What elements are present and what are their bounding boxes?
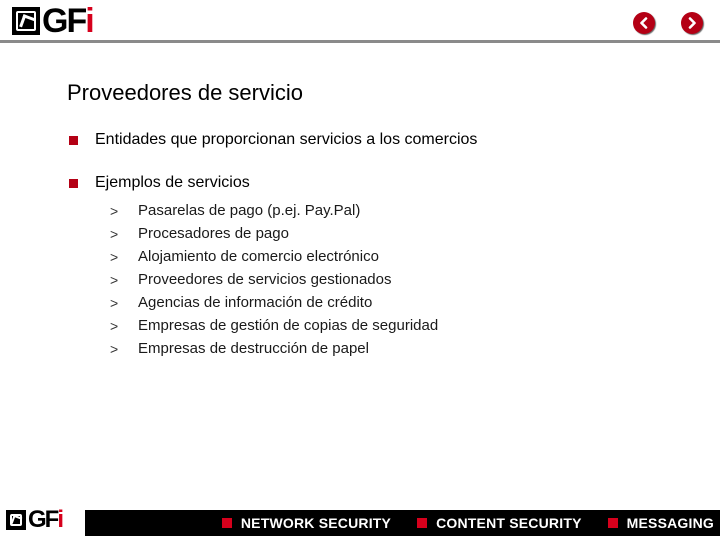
arrow-marker-icon: > bbox=[110, 340, 119, 357]
arrow-marker-icon: > bbox=[110, 202, 119, 219]
arrow-marker-icon: > bbox=[110, 225, 119, 242]
gfi-logo-mark-icon bbox=[12, 7, 40, 35]
red-square-icon bbox=[608, 518, 618, 528]
sublist-item-text: Pasarelas de pago (p.ej. Pay.Pal) bbox=[138, 202, 361, 219]
slide-title: Proveedores de servicio bbox=[67, 80, 304, 105]
chevron-right-icon bbox=[686, 17, 698, 29]
red-square-icon bbox=[417, 518, 427, 528]
bullet-item bbox=[69, 174, 250, 192]
next-slide-button[interactable] bbox=[681, 12, 703, 34]
sublist-item bbox=[110, 222, 438, 245]
sublist-item bbox=[110, 245, 438, 268]
previous-slide-button[interactable] bbox=[633, 12, 655, 34]
bullet-square-icon bbox=[69, 179, 78, 188]
sublist-item bbox=[110, 268, 438, 291]
sublist-item bbox=[110, 291, 438, 314]
footer-item-label: CONTENT SECURITY bbox=[436, 515, 582, 531]
red-square-icon bbox=[222, 518, 232, 528]
footer-item-network-security bbox=[222, 515, 391, 531]
sublist-item bbox=[110, 199, 438, 222]
sublist-item-text: Alojamiento de comercio electrónico bbox=[138, 248, 379, 265]
sublist-item bbox=[110, 337, 438, 360]
gfi-logo bbox=[12, 2, 93, 40]
sublist-item-text: Empresas de gestión de copias de seguridad bbox=[138, 317, 439, 334]
footer-bar bbox=[85, 510, 720, 536]
chevron-left-icon bbox=[638, 17, 650, 29]
footer-gfi-logo bbox=[6, 506, 62, 533]
arrow-marker-icon: > bbox=[110, 248, 119, 265]
arrow-marker-icon: > bbox=[110, 317, 119, 334]
footer-item-content-security bbox=[417, 515, 582, 531]
sublist-item-text: Agencias de información de crédito bbox=[138, 294, 373, 311]
arrow-marker-icon: > bbox=[110, 294, 119, 311]
gfi-logo-text: GFi bbox=[42, 2, 93, 40]
sublist-item-text: Empresas de destrucción de papel bbox=[138, 340, 369, 357]
footer-item-messaging bbox=[608, 515, 714, 531]
bullet-square-icon bbox=[69, 136, 78, 145]
gfi-logo-text: GFi bbox=[28, 506, 62, 533]
footer-item-label: NETWORK SECURITY bbox=[240, 515, 392, 531]
gfi-logo-mark-icon bbox=[6, 510, 26, 530]
bullet-text: Entidades que proporcionan servicios a los comercios bbox=[95, 131, 478, 148]
sublist-item bbox=[110, 314, 438, 337]
sublist-item-text: Procesadores de pago bbox=[138, 225, 289, 242]
footer-item-label: MESSAGING bbox=[626, 515, 714, 531]
header-divider bbox=[0, 40, 720, 43]
bullet-item bbox=[69, 131, 477, 149]
sublist-item-text: Proveedores de servicios gestionados bbox=[138, 271, 392, 288]
examples-sublist bbox=[110, 199, 438, 360]
bullet-text: Ejemplos de servicios bbox=[95, 174, 250, 191]
arrow-marker-icon: > bbox=[110, 271, 119, 288]
